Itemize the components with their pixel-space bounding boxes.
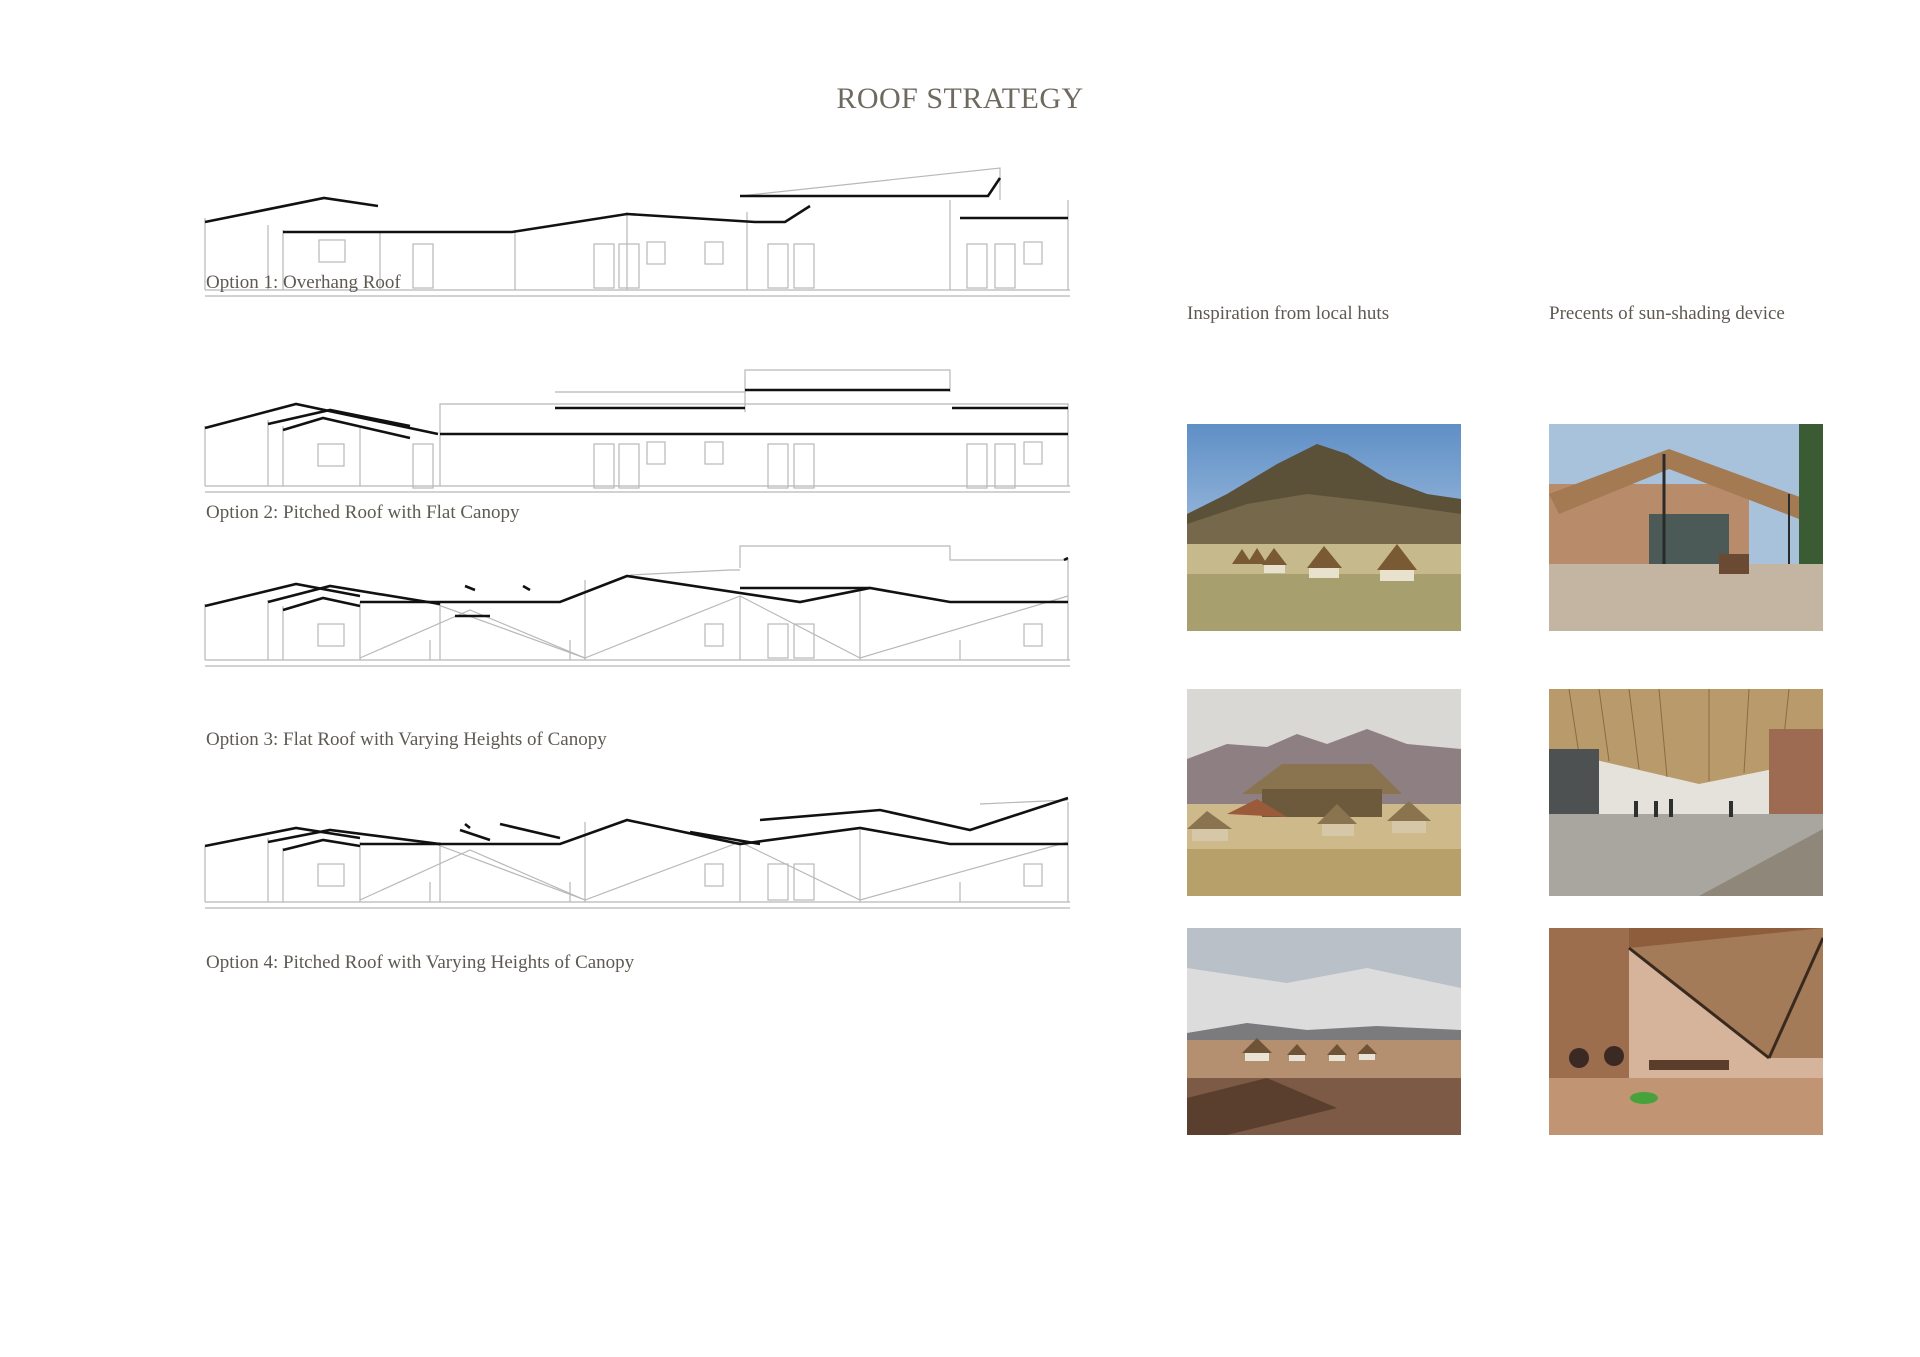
shading-photo-1 (1549, 424, 1823, 631)
shading-photo-3 (1549, 928, 1823, 1135)
hut-photo-3 (1187, 928, 1461, 1135)
option-3-caption: Option 3: Flat Roof with Varying Heights of Canopy (206, 729, 607, 750)
shading-photo-2 (1549, 689, 1823, 896)
elevation-option-4 (200, 780, 1080, 950)
page-title: ROOF STRATEGY (836, 82, 1084, 115)
option-4-caption: Option 4: Pitched Roof with Varying Heights of Canopy (206, 952, 635, 973)
hut-photo-2 (1187, 689, 1461, 896)
hut-photo-1 (1187, 424, 1461, 631)
option-1-caption: Option 1: Overhang Roof (206, 272, 401, 293)
local-huts-heading: Inspiration from local huts (1187, 303, 1390, 324)
sun-shading-heading: Precents of sun-shading device (1549, 303, 1785, 324)
elevation-option-3 (200, 540, 1080, 710)
option-2-caption: Option 2: Pitched Roof with Flat Canopy (206, 502, 520, 523)
elevation-option-1 (200, 150, 1080, 320)
